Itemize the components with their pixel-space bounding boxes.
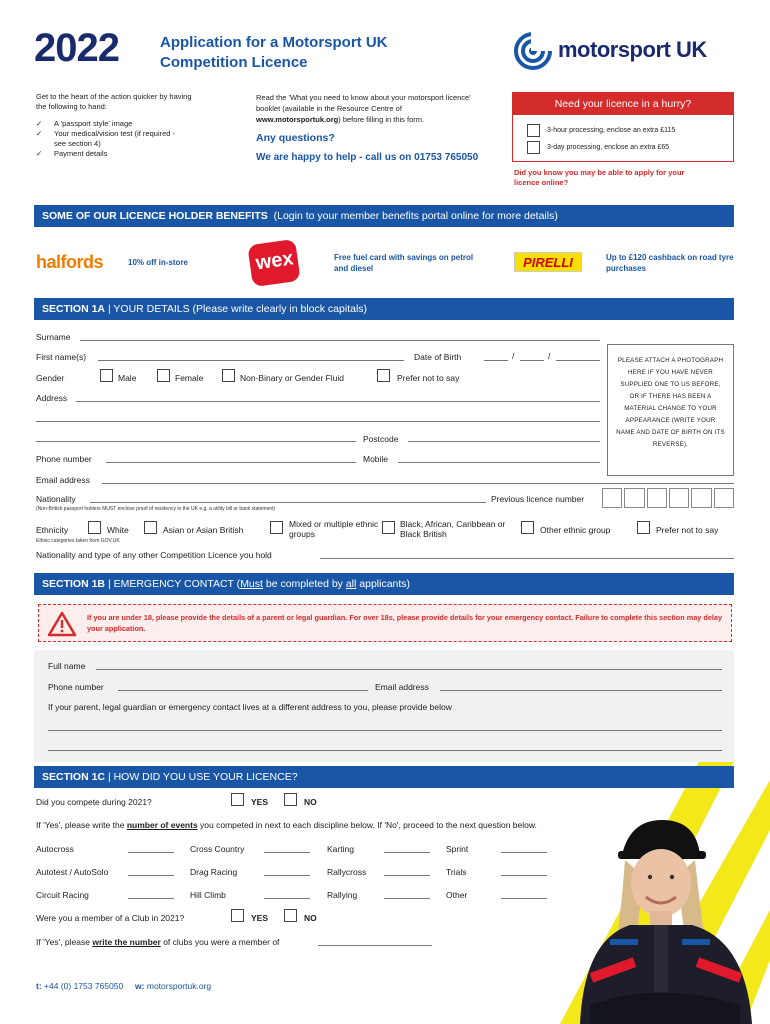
full-name-field[interactable] — [96, 669, 722, 670]
wex-logo: wex — [247, 239, 300, 287]
discipline-label: Sprint — [446, 844, 469, 854]
section-1b-bar: SECTION 1B | EMERGENCY CONTACT (Must be completed by all applicants) — [34, 573, 734, 595]
nationality-label: Nationality — [36, 494, 76, 504]
nationality-field[interactable] — [90, 502, 486, 503]
section-1c-bar: SECTION 1C | HOW DID YOU USE YOUR LICENCE? — [34, 766, 734, 788]
checklist-item: ✓ Your medical/vision test (if required - see section 4) — [36, 129, 176, 148]
three-day-checkbox[interactable] — [527, 141, 540, 154]
checklist-item: ✓ A 'passport style' image — [36, 119, 133, 128]
three-day-label: 3-day processing, enclose an extra £65 — [547, 144, 670, 151]
benefits-bar: SOME OF OUR LICENCE HOLDER BENEFITS (Login to your member benefits portal online for more details) — [34, 205, 734, 227]
dob-year-field[interactable] — [556, 360, 600, 361]
nationality-note: (Non-British passport holders MUST enclose proof of residency in the UK e.g. a utility bill or bank statement) — [36, 506, 276, 512]
dob-month-field[interactable] — [520, 360, 544, 361]
ethnicity-label: Ethnicity — [36, 525, 69, 535]
apply-online-note: Did you know you may be able to apply for your licence online? — [514, 168, 685, 187]
club-yes-checkbox[interactable] — [231, 909, 244, 922]
logo-wordmark: motorsport UK — [558, 37, 707, 62]
gender-nonbinary-checkbox[interactable] — [222, 369, 235, 382]
photo-instructions: PLEASE ATTACH A PHOTOGRAPH HERE IF YOU HAVE NEVER SUPPLIED ONE TO US BEFORE, OR IF THERE HAS BEEN A MATERIAL CHANGE TO YOUR APPEARANCE (WRITE YOUR NAME AND DATE OF BIRTH ON ITS REVERSE). — [616, 357, 725, 448]
ethnicity-black-checkbox[interactable] — [382, 521, 395, 534]
compete-yes-checkbox[interactable] — [231, 793, 244, 806]
email-label: Email address — [36, 475, 90, 485]
address-line-3[interactable] — [36, 441, 356, 442]
dob-separator: / — [548, 351, 551, 361]
section-1a-bar: SECTION 1A | YOUR DETAILS (Please write clearly in block capitals) — [34, 298, 734, 320]
emergency-phone-label: Phone number — [48, 682, 104, 692]
clubs-count-field[interactable] — [318, 945, 432, 946]
gender-label: Gender — [36, 373, 65, 383]
discipline-count-field[interactable] — [501, 852, 547, 853]
postcode-label: Postcode — [363, 434, 399, 444]
any-questions-heading: Any questions? — [256, 132, 335, 144]
dob-label: Date of Birth — [414, 352, 462, 362]
licence-digit-box[interactable] — [669, 488, 689, 508]
surname-label: Surname — [36, 332, 71, 342]
discipline-count-field[interactable] — [264, 898, 310, 899]
email-field[interactable] — [102, 483, 734, 484]
mobile-field[interactable] — [398, 462, 600, 463]
dob-day-field[interactable] — [484, 360, 508, 361]
different-address-label: If your parent, legal guardian or emergency contact lives at a different address to you, please provide below — [48, 702, 452, 712]
ethnicity-note: Ethnic categories taken from GOV.UK — [36, 538, 120, 544]
other-licence-label: Nationality and type of any other Competition Licence you hold — [36, 550, 272, 560]
year-heading: 2022 — [34, 26, 119, 70]
hurry-box — [512, 92, 734, 162]
full-name-label: Full name — [48, 661, 86, 671]
discipline-label: Karting — [327, 844, 354, 854]
discipline-label: Trials — [446, 867, 467, 877]
discipline-count-field[interactable] — [128, 852, 174, 853]
ethnicity-black-label: Black, African, Caribbean or Black British — [400, 519, 506, 539]
gender-prefer-not-label: Prefer not to say — [397, 373, 460, 383]
discipline-count-field[interactable] — [384, 875, 430, 876]
pirelli-offer: Up to £120 cashback on road tyre purchases — [606, 253, 734, 273]
discipline-count-field[interactable] — [128, 898, 174, 899]
ethnicity-white-checkbox[interactable] — [88, 521, 101, 534]
licence-digit-box[interactable] — [714, 488, 734, 508]
mobile-label: Mobile — [363, 454, 389, 464]
postcode-field[interactable] — [408, 441, 600, 442]
gender-male-checkbox[interactable] — [100, 369, 113, 382]
footer-contact: t: +44 (0) 1753 765050 w: motorsportuk.org — [36, 981, 212, 991]
gender-female-label: Female — [175, 373, 204, 383]
footer-website[interactable]: motorsportuk.org — [146, 981, 212, 991]
gender-prefer-not-checkbox[interactable] — [377, 369, 390, 382]
address-line-1[interactable] — [76, 401, 600, 402]
emergency-phone-field[interactable] — [118, 690, 368, 691]
ethnicity-prefer-not-label: Prefer not to say — [656, 525, 719, 535]
warning-icon — [47, 611, 77, 637]
gender-nonbinary-label: Non-Binary or Gender Fluid — [240, 373, 344, 383]
discipline-label: Hill Climb — [190, 890, 226, 900]
phone-field[interactable] — [106, 462, 356, 463]
licence-digit-box[interactable] — [602, 488, 622, 508]
compete-no-checkbox[interactable] — [284, 793, 297, 806]
address-line-2[interactable] — [36, 421, 600, 422]
form-title-line2: Competition Licence — [160, 54, 308, 71]
gender-male-label: Male — [118, 373, 137, 383]
ethnicity-other-label: Other ethnic group — [540, 525, 611, 535]
club-yes-label: YES — [251, 913, 269, 923]
under-18-warning — [38, 604, 732, 642]
discipline-count-field[interactable] — [501, 875, 547, 876]
form-title-line1: Application for a Motorsport UK — [160, 34, 388, 51]
compete-question: Did you compete during 2021? — [36, 797, 152, 807]
discipline-label: Autotest / AutoSolo — [36, 867, 109, 877]
phone-label: Phone number — [36, 454, 92, 464]
hurry-title: Need your licence in a hurry? — [513, 93, 733, 115]
ethnicity-mixed-label: Mixed or multiple ethnic groups — [289, 519, 379, 539]
halfords-offer: 10% off in-store — [128, 258, 189, 267]
three-hour-label: 3-hour processing, enclose an extra £115 — [547, 127, 676, 134]
clubs-count-label: If 'Yes', please write the number of clubs you were a member of — [36, 937, 280, 947]
compete-no-label: NO — [304, 797, 317, 807]
ethnicity-white-label: White — [107, 525, 129, 535]
discipline-count-field[interactable] — [264, 875, 310, 876]
warning-text: If you are under 18, please provide the details of a parent or legal guardian. For over 18s, please provide details for your emergency contact. Failure to complete this section may delay your application. — [87, 613, 723, 633]
website-link[interactable]: www.motorsportuk.org — [256, 115, 339, 124]
discipline-label: Circuit Racing — [36, 890, 89, 900]
intro-checklist — [36, 119, 186, 159]
motorsport-uk-logo — [514, 32, 734, 72]
halfords-logo: halfords — [36, 252, 104, 272]
photo-box[interactable] — [607, 344, 734, 476]
three-hour-checkbox[interactable] — [527, 124, 540, 137]
discipline-count-field[interactable] — [384, 898, 430, 899]
other-licence-field[interactable] — [320, 558, 734, 559]
ethnicity-other-checkbox[interactable] — [521, 521, 534, 534]
discipline-count-field[interactable] — [501, 898, 547, 899]
address-label: Address — [36, 393, 68, 403]
emergency-address-line-2[interactable] — [48, 750, 722, 751]
gender-female-checkbox[interactable] — [157, 369, 170, 382]
ethnicity-prefer-not-checkbox[interactable] — [637, 521, 650, 534]
emergency-email-label: Email address — [375, 682, 429, 692]
discipline-label: Other — [446, 890, 468, 900]
motorsport-roundel-icon — [514, 32, 552, 70]
club-question: Were you a member of a Club in 2021? — [36, 913, 185, 923]
discipline-label: Rallycross — [327, 867, 367, 877]
events-instruction: If 'Yes', please write the number of events you competed in next to each discipline below. If 'No', proceed to the next question below. — [36, 820, 537, 830]
previous-licence-boxes[interactable] — [602, 488, 734, 508]
ethnicity-mixed-checkbox[interactable] — [270, 521, 283, 534]
pirelli-logo: PIRELLI — [514, 252, 582, 272]
driver-photo — [570, 815, 766, 1024]
ethnicity-asian-checkbox[interactable] — [144, 521, 157, 534]
club-no-checkbox[interactable] — [284, 909, 297, 922]
discipline-count-field[interactable] — [128, 875, 174, 876]
surname-field[interactable] — [80, 340, 600, 341]
licence-digit-box[interactable] — [624, 488, 644, 508]
licence-digit-box[interactable] — [647, 488, 667, 508]
discipline-label: Drag Racing — [190, 867, 238, 877]
ethnicity-asian-label: Asian or Asian British — [163, 525, 244, 535]
compete-yes-label: YES — [251, 797, 269, 807]
helpline-text: We are happy to help - call us on 01753 765050 — [256, 152, 479, 163]
wex-offer: Free fuel card with savings on petrol and diesel — [334, 253, 474, 273]
previous-licence-label: Previous licence number — [491, 494, 585, 504]
discipline-count-field[interactable] — [264, 852, 310, 853]
licence-digit-box[interactable] — [691, 488, 711, 508]
discipline-count-field[interactable] — [384, 852, 430, 853]
first-names-label: First name(s) — [36, 352, 87, 362]
footer-phone[interactable]: +44 (0) 1753 765050 — [44, 981, 124, 991]
discipline-label: Cross Country — [190, 844, 245, 854]
discipline-label: Rallying — [327, 890, 358, 900]
booklet-note: Read the 'What you need to know about your motorsport licence' booklet (available in the Resource Centre of www.motorsportuk.org) before filling in this form. — [256, 93, 471, 124]
first-names-field[interactable] — [98, 360, 404, 361]
intro-lead: Get to the heart of the action quicker by having the following to hand: — [36, 92, 192, 111]
club-no-label: NO — [304, 913, 317, 923]
dob-separator: / — [512, 351, 515, 361]
checklist-item: ✓ Payment details — [36, 149, 108, 158]
emergency-address-line-1[interactable] — [48, 730, 722, 731]
discipline-label: Autocross — [36, 844, 74, 854]
emergency-email-field[interactable] — [440, 690, 722, 691]
